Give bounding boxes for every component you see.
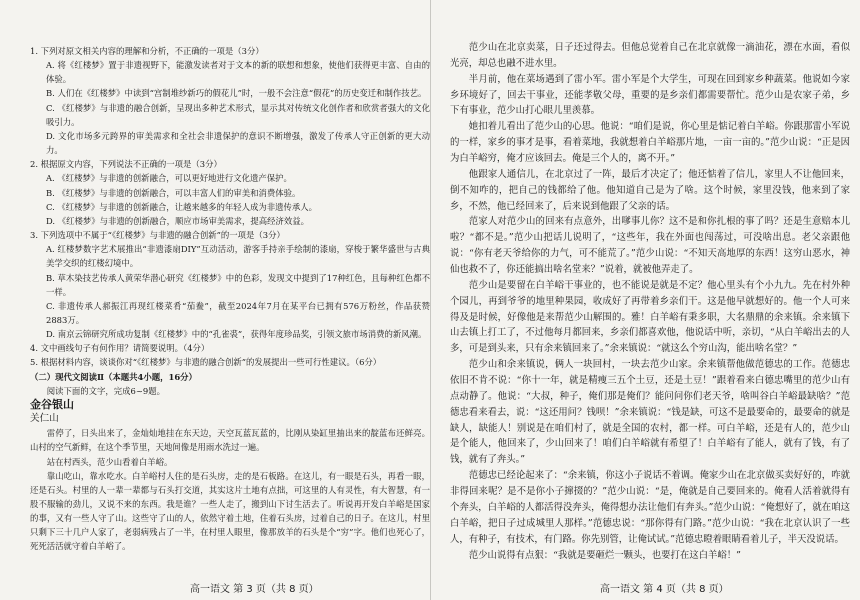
- story-paragraph: 他跟家人通信儿，在北京过了一阵，最后才决定了；他还惦着了信儿，家里人不让他回来，倒不知咋的，把自己的钱都给了他。他知道自己是为了啥。这个时候，家里没钱，他来到了家乡，不然，他已经回来了，后来说到他跟了父亲的话。: [450, 168, 850, 212]
- question-1-option-b: B. 人们在《红楼梦》中读到“宫制堆纱新巧的假花儿”时，一般不会注意“假花”的历史变迁和制作技艺。: [46, 88, 427, 99]
- question-1-option-c: C. 《红楼梦》与非遗的融合创新，呈现出多种艺术形式，显示其对传统文化创作者和欣赏者强大的文化吸引力。: [46, 102, 430, 127]
- story-paragraph: 站在村西头，范少山看着白羊峪。: [46, 456, 173, 467]
- story-paragraph: 靠山吃山，靠水吃水。白羊峪村人住的是石头房，走的是石板路。在这儿，有一眼是石头，再看一眼，还是石头。村里的人一辈一辈都与石头打交道，其实这片土地有点拙，可这里的人有灵性，有大智慧，有一股不服输的劲儿，又说不来的东西。我是谁？一些人走了，搬到山下讨生活去了。听说再开发白羊峪是国家的事，又有一些人守了山。这些守了山的人，依然守着土地，住着石头房，过着自己的日子。在这儿，村里只剩下三十几户人家了，老弱病残占了一半，在村里人眼里，像那放羊的石头是个“穷”字。他们也死心了，死死活活就守着白羊峪了。: [30, 470, 430, 552]
- question-1-option-d: D. 文化市场多元跨界的审美需求和全社会非遗保护的意识不断增强，激发了传承人守正创新的更大动力。: [46, 130, 430, 156]
- question-1-stem: 1. 下列对原文相关内容的理解和分析，不正确的一项是（3分）: [30, 46, 264, 56]
- question-5: 5. 根据材料内容，谈谈你对“《红楼梦》与非遗的融合创新”的发展提出一些可行性建议。（6分）: [30, 357, 382, 368]
- question-1-option-a: A. 将《红楼梦》置于非遗视野下，能激发读者对于文本的新的联想和想象，使他们获得更丰富、自由的体验。: [46, 60, 430, 85]
- story-paragraph: 范家人对范少山的回来有点意外，出嗲事儿你？这不是和你扎根的事了吗？还是生意赔本儿啦？“都不是。”范少山把话儿说明了，“这些年，我在外面也闯荡过，可没啥出息。老父亲跟他说：“你有老天爷给你的力气，可不能荒了。”范少山说：“不知天高地厚的东西！这穷山恶水，神仙也救不了，你还能搞出啥名堂来？”说着，就被他弄走了。: [450, 216, 850, 276]
- question-3-stem: 3. 下列选项中不属于“《红楼梦》与非遗的融合创新”的一项是（3分）: [30, 230, 285, 241]
- reading-instruction: 阅读下面的文字，完成6~9题。: [46, 385, 165, 396]
- story-author: 关仁山: [30, 413, 59, 425]
- story-paragraph: 范少山在北京卖菜，日子还过得去。但他总觉着自己在北京就像一滴油花，漂在水面，看似光亮，却总也融不进水里。: [450, 42, 850, 69]
- question-2-option-d: D. 《红楼梦》与非遗的创新融合，顺应市场审美需求，提高经济效益。: [46, 215, 309, 226]
- question-3-option-b: B. 草木染技艺传承人黄荣华潜心研究《红楼梦》中的色彩，发现文中提到了17种红色，且每种红色都不一样。: [46, 272, 430, 297]
- story-paragraph: 她扣着儿看出了范少山的心思。他说：“咱们是说，你心里是惦记着白羊峪。你跟那雷小军说的一样，家乡的事才是事，看着菜地，我就想着白羊峪那片地，一亩一亩的。”范少山说：“正是因为白羊峪穷，俺才应该回去。俺是三个人的，离不开。”: [450, 121, 850, 165]
- question-3-option-c: C. 非遗传承人郝振江再现红楼菜肴“茄鲞”，截至2024年7月在某平台已拥有576万粉丝，作品获赞2883万。: [46, 300, 430, 325]
- story-title: 金谷银山: [30, 397, 74, 411]
- right-page: [450, 40, 850, 563]
- story-paragraph: 范德忠已经论起来了：“余来镇，你这小子说话不着调。俺家少山在北京做买卖好好的，咋就非得回来呢？是不是你小子撺掇的？”范少山说：“是，俺就是自己要回来的。俺看人活着就得有个奔头，白羊峪的人都活得没奔头，俺得想办法让他们有奔头。”范少山说：“俺想好了，就在咱这白羊峪，把日子过成城里人那样。”范德忠说：“那你得有门路。”范少山说：“我在北京认识了一些人，有种子，有技术，有门路。你先别管，让俺试试。”范德忠瞪着眼睛看着儿子，半天没说话。: [450, 470, 850, 545]
- question-3-option-d: D. 南京云锦研究所成功复制《红楼梦》中的“孔雀裘”，获得年度珍品奖，引领文旅市场消费的新风潮。: [46, 329, 427, 340]
- question-2-stem: 2. 根据原文内容，下列说法不正确的一项是（3分）: [30, 159, 222, 170]
- page-footer-left: 高一语文 第 3 页（共 8 页）: [190, 584, 319, 595]
- story-paragraph: 雷停了，日头出来了，金灿灿地挂在东天边，天空瓦蓝瓦蓝的，比刚从染缸里抽出来的靛蓝布还鲜亮。山村的空气新鲜，在这个季节里，天地间像是用雨水洗过一遍。: [30, 428, 430, 453]
- question-2-option-c: C. 《红楼梦》与非遗的创新融合，让越来越多的年轻人成为非遗传承人。: [46, 201, 318, 212]
- left-page: [30, 44, 430, 554]
- question-2-option-b: B. 《红楼梦》与非遗的创新融合，可以丰富人们的审美和消费体验。: [46, 187, 301, 198]
- page-footer-right: 高一语文 第 4 页（共 8 页）: [600, 584, 729, 595]
- question-3-option-a: A. 红楼梦数字艺术展推出“非遗漆扇DIY”互动活动，游客手持亲手绘制的漆扇，穿梭于繁华盛世与古典美学交织的红楼幻境中。: [46, 244, 430, 269]
- story-paragraph: 半月前，他在菜场遇到了雷小军。雷小军是个大学生，可现在回到家乡种蔬菜。他说如今家乡环境好了，回去干事业，还能孝敬父母，重要的是乡亲们都需要帮忙。范少山是农家子弟，乡下有事业，范少山打心眼儿里羡慕。: [450, 73, 850, 117]
- question-4: 4. 文中画线句子有何作用？请简要说明。（4分）: [30, 343, 210, 354]
- story-paragraph: 范少山是要留在白羊峪干事业的，也不能说是就是不定？他心里头有个小九九。先在村外种个园儿，再到爷爷的地里种果园，收成好了再带着乡亲们干。这是他早就想好的。他一个人可来得及是时候，好像他是来帮范少山解围的。雅！白羊峪有秉多职，大名鼎鼎的余来镇。余来镇下山去镇上打工了，不过他每月都回来，乡亲们都喜欢他，他说话中听，亲切，“从白羊峪出去的人多，可是到头来，只有余来镇回来了。”余来镇说：“就这么个穷山沟，能出啥名堂？”: [450, 279, 850, 355]
- story-paragraph: 范少山说得有点狠：“我就是要砸烂一颗头，也要打在这白羊峪！”: [468, 549, 741, 561]
- section-heading: （二）现代文阅读Ⅱ（本题共4小题，16分）: [30, 371, 197, 382]
- question-2-option-a: A. 《红楼梦》与非遗的创新融合，可以更好地进行文化遗产保护。: [46, 173, 292, 184]
- page-fold-divider: [430, 0, 431, 600]
- story-paragraph: 范少山和余来镇说，俩人一块回村，一块去范少山家。余来镇帮他做范德忠的工作。范德忠依旧不肯不说：“你十一年，就是精瘦三五个土豆，还是土豆！”跟着看来白德忠嘴里的范少山有点动静了。他说：“大叔，种子，俺们那是俺们？能问问你们老天爷，啥叫谷白羊峪最缺啥？”范德忠看来看去，说：“这还用问？钱呗！”余来镇说：“钱是缺，可这不是最要命的，最要命的就是缺人，缺能人！别说是在咱们村了，就是全国的农村，都一样。可白羊峪，还是有人的，范少山是个能人，他回来了，少山回来了！咱们白羊峪就有希望了！白羊峪有了能人，就有了钱，有了钱，就有了奔头。”: [450, 359, 850, 466]
